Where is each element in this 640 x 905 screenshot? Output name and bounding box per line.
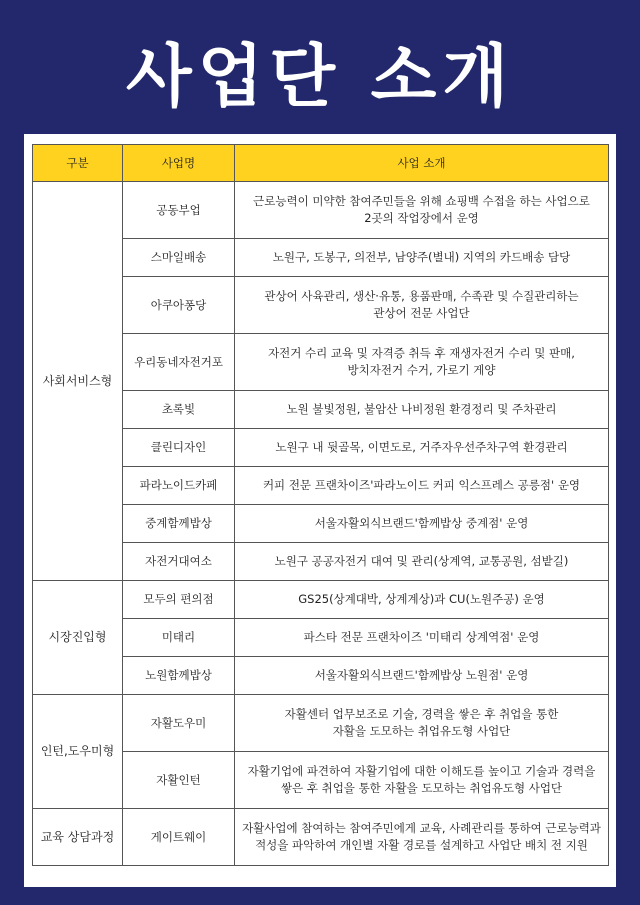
description-line: 방치자전거 수거, 가로기 게양 xyxy=(347,363,496,377)
business-description-cell xyxy=(235,543,609,581)
table-row xyxy=(33,695,609,752)
info-panel xyxy=(24,134,616,887)
business-description-cell xyxy=(235,391,609,429)
page-title: 사업단 소개 xyxy=(125,38,515,117)
business-name-cell: 클린디자인 xyxy=(123,429,235,467)
business-description-cell xyxy=(235,334,609,391)
category-cell: 사회서비스형 xyxy=(33,182,123,581)
description-line: GS25(상계대박, 상계계상)과 CU(노원주공) 운영 xyxy=(298,592,545,606)
header-business-intro: 사업 소개 xyxy=(235,145,609,182)
table-body xyxy=(33,182,609,866)
description-line: 커피 전문 프랜차이즈'파라노이드 커피 익스프레스 공릉점' 운영 xyxy=(262,478,581,492)
business-description-cell xyxy=(235,277,609,334)
business-name-cell: 모두의 편의점 xyxy=(123,581,235,619)
business-description-cell xyxy=(235,695,609,752)
business-description-cell xyxy=(235,239,609,277)
business-name-cell: 아쿠아퐁당 xyxy=(123,277,235,334)
business-name-cell: 스마일배송 xyxy=(123,239,235,277)
business-name-cell: 공동부업 xyxy=(123,182,235,239)
header-category: 구분 xyxy=(33,145,123,182)
business-description-cell xyxy=(235,619,609,657)
category-cell: 교육 상담과정 xyxy=(33,809,123,866)
business-description-cell xyxy=(235,182,609,239)
business-name-cell: 자활인턴 xyxy=(123,752,235,809)
category-cell: 인턴,도우미형 xyxy=(33,695,123,809)
business-name-cell: 자활도우미 xyxy=(123,695,235,752)
description-line: 자활을 도모하는 취업유도형 사업단 xyxy=(332,724,511,738)
description-line: 쌓은 후 취업을 통한 자활을 도모하는 취업유도형 사업단 xyxy=(280,781,563,795)
description-line: 적성을 파악하여 개인별 자활 경로를 설계하고 사업단 배치 전 지원 xyxy=(255,838,588,852)
business-name-cell: 우리동네자전거포 xyxy=(123,334,235,391)
description-line: 서울자활외식브랜드'함께밥상 노원점' 운영 xyxy=(314,668,529,682)
header-business-name: 사업명 xyxy=(123,145,235,182)
business-description-cell xyxy=(235,581,609,619)
description-line: 노원구, 도봉구, 의전부, 남양주(별내) 지역의 카드배송 담당 xyxy=(272,250,571,264)
business-description-cell xyxy=(235,752,609,809)
description-line: 노원구 공공자전거 대여 및 관리(상계역, 교통공원, 섬밭길) xyxy=(274,554,569,568)
description-line: 관상어 사육관리, 생산·유통, 용품판매, 수족관 및 수질관리하는 xyxy=(264,289,579,303)
description-line: 관상어 전문 사업단 xyxy=(373,306,470,320)
description-line: 노원 불빛정원, 불암산 나비정원 환경정리 및 주차관리 xyxy=(286,402,557,416)
description-line: 근로능력이 미약한 참여주민들을 위해 쇼핑백 수접을 하는 사업으로 xyxy=(253,194,590,208)
business-name-cell: 게이트웨이 xyxy=(123,809,235,866)
business-table xyxy=(32,144,609,866)
business-name-cell: 미태리 xyxy=(123,619,235,657)
table-row xyxy=(33,182,609,239)
description-line: 노원구 내 뒷골목, 이면도로, 거주자우선주차구역 환경관리 xyxy=(275,440,568,454)
description-line: 자활센터 업무보조로 기술, 경력을 쌓은 후 취업을 통한 xyxy=(284,707,559,721)
business-description-cell xyxy=(235,429,609,467)
description-line: 자활사업에 참여하는 참여주민에게 교육, 사례관리를 통하여 근로능력과 xyxy=(242,821,601,835)
business-name-cell: 중계함께밥상 xyxy=(123,505,235,543)
description-line: 서울자활외식브랜드'함께밥상 중계점' 운영 xyxy=(314,516,529,530)
business-description-cell xyxy=(235,505,609,543)
description-line: 파스타 전문 프랜차이즈 '미태리 상계역점' 운영 xyxy=(303,630,540,644)
description-line: 자활기업에 파견하여 자활기업에 대한 이해도를 높이고 기술과 경력을 xyxy=(247,764,596,778)
business-name-cell: 노원함께밥상 xyxy=(123,657,235,695)
business-name-cell: 파라노이드카페 xyxy=(123,467,235,505)
business-description-cell xyxy=(235,809,609,866)
table-row xyxy=(33,809,609,866)
description-line: 2곳의 작업장에서 운영 xyxy=(364,211,479,225)
table-header-row xyxy=(33,145,609,182)
business-name-cell: 초록빛 xyxy=(123,391,235,429)
business-description-cell xyxy=(235,657,609,695)
business-name-cell: 자전거대여소 xyxy=(123,543,235,581)
table-row xyxy=(33,581,609,619)
description-line: 자전거 수리 교육 및 자격증 취득 후 재생자전거 수리 및 판매, xyxy=(268,346,575,360)
category-cell: 시장진입형 xyxy=(33,581,123,695)
business-description-cell xyxy=(235,467,609,505)
